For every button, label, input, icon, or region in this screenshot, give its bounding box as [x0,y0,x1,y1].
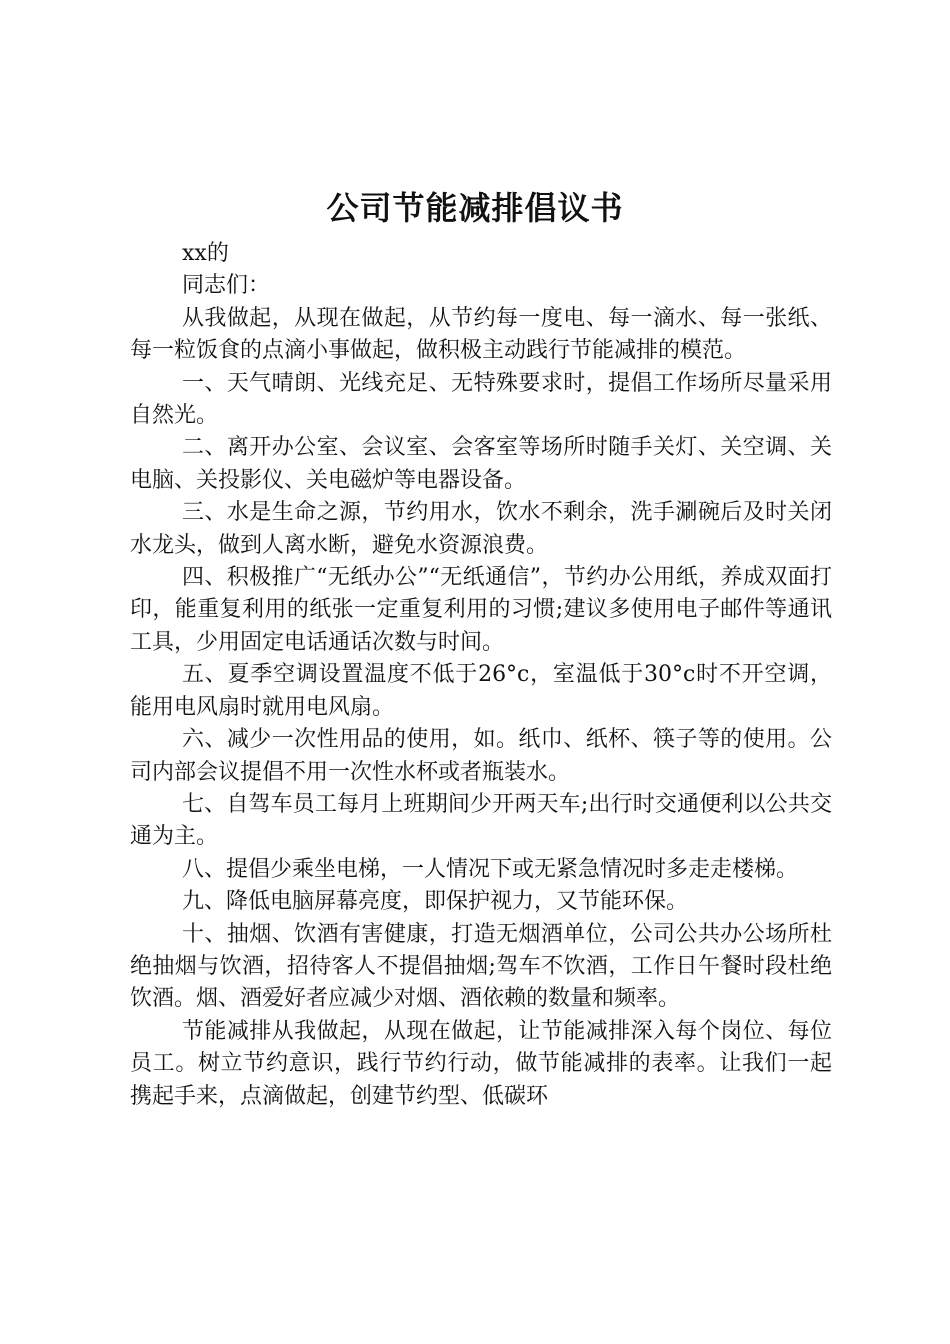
paragraph-item-3: 三、水是生命之源，节约用水，饮水不剩余，洗手涮碗后及时关闭水龙头，做到人离水断，避免水资源浪费。 [130,500,832,558]
paragraph-item-1: 一、天气晴朗、光线充足、无特殊要求时，提倡工作场所尽量采用自然光。 [130,370,832,429]
paragraph-item-10: 十、抽烟、饮酒有害健康，打造无烟酒单位，公司公共办公场所杜绝抽烟与饮酒，招待客人不提倡抽烟;驾车不饮酒，工作日午餐时段杜绝饮酒。烟、酒爱好者应减少对烟、酒依赖的数量和频率。 [130,921,832,1012]
paragraph-closing: 节能减排从我做起，从现在做起，让节能减排深入每个岗位、每位员工。树立节约意识，践行节约行动，做节能减排的表率。让我们一起携起手来，点滴做起，创建节约型、低碳环 [130,1018,832,1109]
greeting: 同志们： [182,273,271,299]
document-body [130,238,832,1113]
paragraph-item-2: 二、离开办公室、会议室、会客室等场所时随手关灯、关空调、关电脑、关投影仪、关电磁炉等电器设备。 [130,435,832,493]
paragraph-item-5: 五、夏季空调设置温度不低于26°c，室温低于30°c时不开空调，能用电风扇时就用电风扇。 [130,662,832,720]
document-title: 公司节能减排倡议书 [326,189,624,227]
paragraph-intro: 从我做起，从现在做起，从节约每一度电、每一滴水、每一张纸、每一粒饭食的点滴小事做起，做积极主动践行节能减排的模范。 [130,305,832,364]
paragraph-item-8: 八、提倡少乘坐电梯，一人情况下或无紧急情况时多走走楼梯。 [182,856,799,882]
paragraph-item-9: 九、降低电脑屏幕亮度，即保护视力，又节能环保。 [182,889,689,915]
paragraph-item-7: 七、自驾车员工每月上班期间少开两天车;出行时交通便利以公共交通为主。 [130,791,832,850]
paragraph-item-4: 四、积极推广“无纸办公”“无纸通信”，节约办公用纸，养成双面打印，能重复利用的纸张一定重复利用的习惯;建议多使用电子邮件等通讯工具，少用固定电话通话次数与时间。 [130,565,832,655]
paragraph-item-6: 六、减少一次性用品的使用，如。纸巾、纸杯、筷子等的使用。公司内部会议提倡不用一次性水杯或者瓶装水。 [130,727,832,785]
recipient-line: xx的 [182,241,229,266]
